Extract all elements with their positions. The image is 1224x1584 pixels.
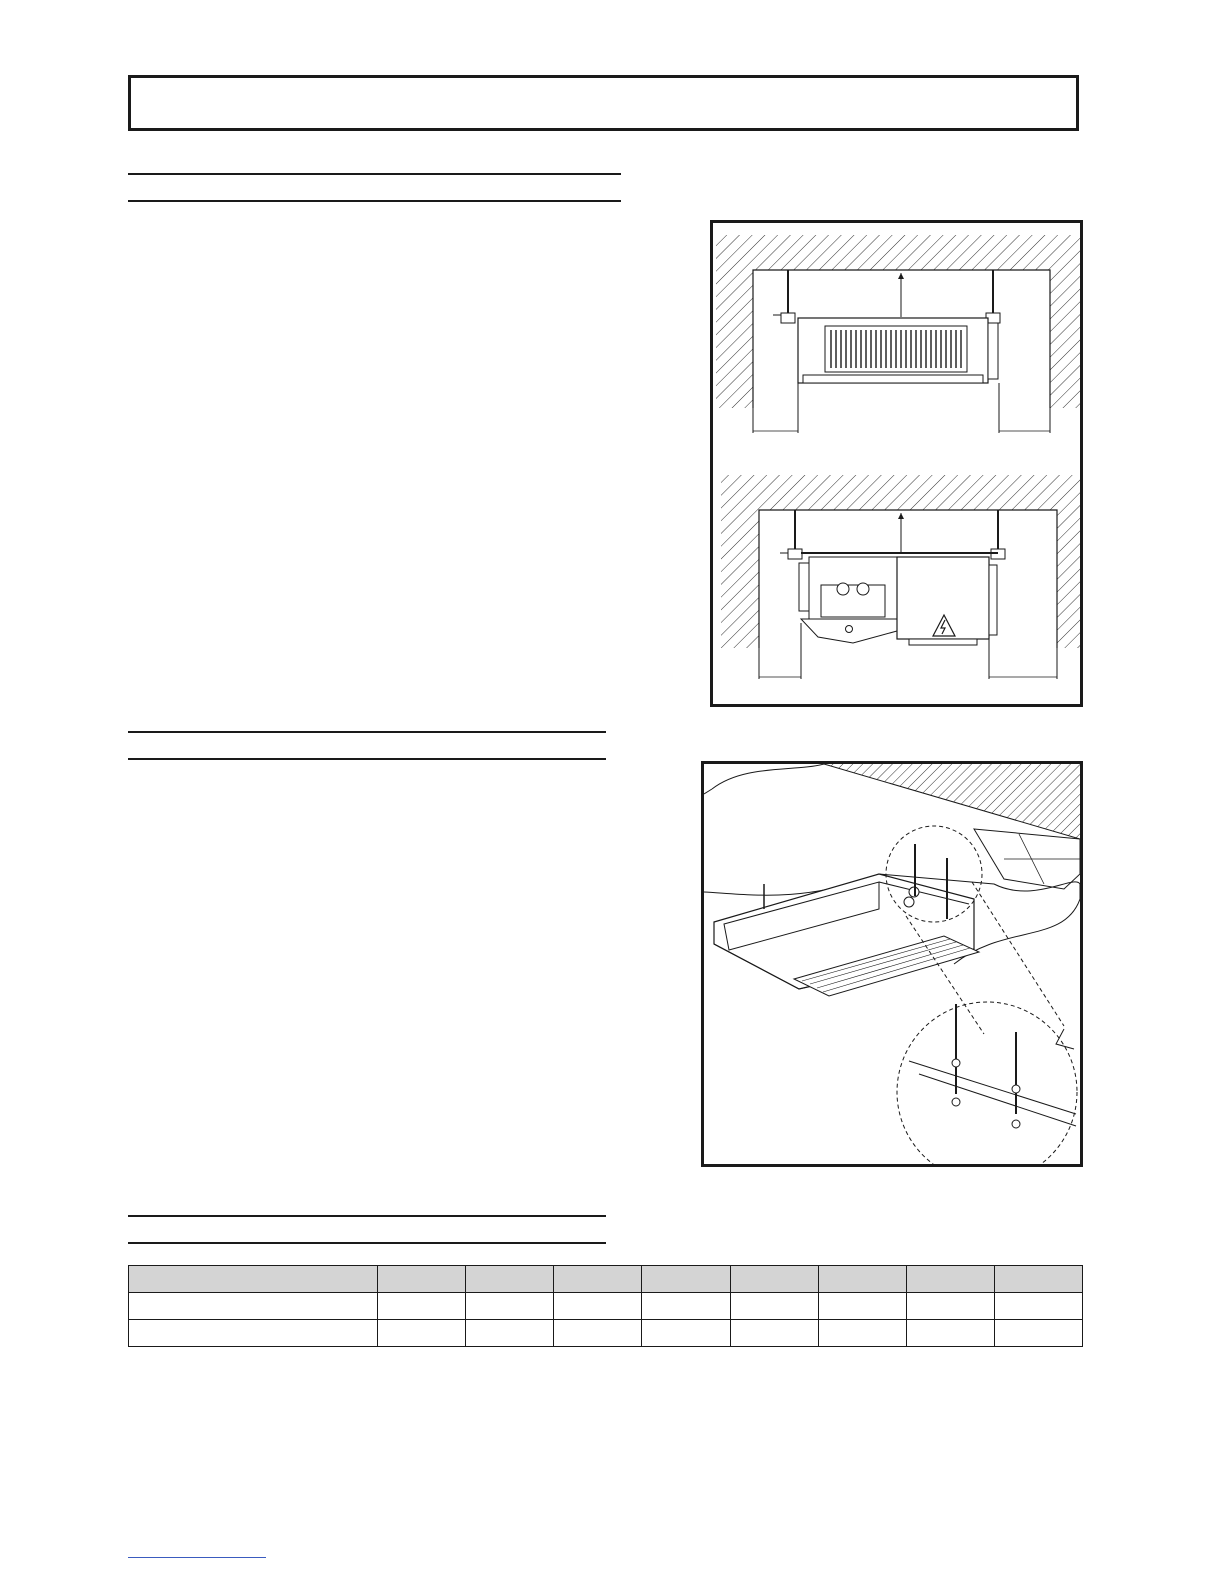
table-row xyxy=(129,1293,1083,1320)
table-header-cell xyxy=(906,1266,994,1293)
section-1-bottom-rule xyxy=(128,200,621,202)
table-cell xyxy=(994,1320,1082,1347)
spec-table xyxy=(128,1265,1083,1347)
table-cell xyxy=(906,1320,994,1347)
figure-ceiling-suspension xyxy=(701,761,1083,1167)
page-title-box xyxy=(128,75,1079,131)
table-header-cell xyxy=(554,1266,642,1293)
unit-side-view-diagram xyxy=(721,475,1080,679)
table-header-cell xyxy=(378,1266,466,1293)
table-cell xyxy=(466,1293,554,1320)
table-cell xyxy=(818,1320,906,1347)
table-cell xyxy=(642,1293,730,1320)
table-cell xyxy=(642,1320,730,1347)
section-2-top-rule xyxy=(128,731,606,733)
table-header-cell xyxy=(818,1266,906,1293)
table-cell xyxy=(466,1320,554,1347)
table-header-cell xyxy=(466,1266,554,1293)
table-cell xyxy=(554,1293,642,1320)
footer-link-underline[interactable] xyxy=(128,1557,266,1558)
table-cell xyxy=(906,1293,994,1320)
section-1-top-rule xyxy=(128,173,621,175)
table-cell xyxy=(554,1320,642,1347)
table-cell xyxy=(129,1293,378,1320)
ceiling-suspension-diagram xyxy=(704,764,1080,1164)
table-header-cell xyxy=(129,1266,378,1293)
table-row xyxy=(129,1320,1083,1347)
table-cell xyxy=(378,1320,466,1347)
section-3-top-rule xyxy=(128,1215,606,1217)
table-header-cell xyxy=(994,1266,1082,1293)
table-cell xyxy=(994,1293,1082,1320)
table-header-cell xyxy=(642,1266,730,1293)
table-header-cell xyxy=(730,1266,818,1293)
table-cell xyxy=(818,1293,906,1320)
unit-front-view-diagram xyxy=(716,235,1080,433)
table-cell xyxy=(378,1293,466,1320)
table-cell xyxy=(129,1320,378,1347)
table-cell xyxy=(730,1320,818,1347)
table-cell xyxy=(730,1293,818,1320)
section-2-bottom-rule xyxy=(128,758,606,760)
figure-installation-clearances xyxy=(710,220,1083,707)
section-3-bottom-rule xyxy=(128,1242,606,1244)
table-header-row xyxy=(129,1266,1083,1293)
